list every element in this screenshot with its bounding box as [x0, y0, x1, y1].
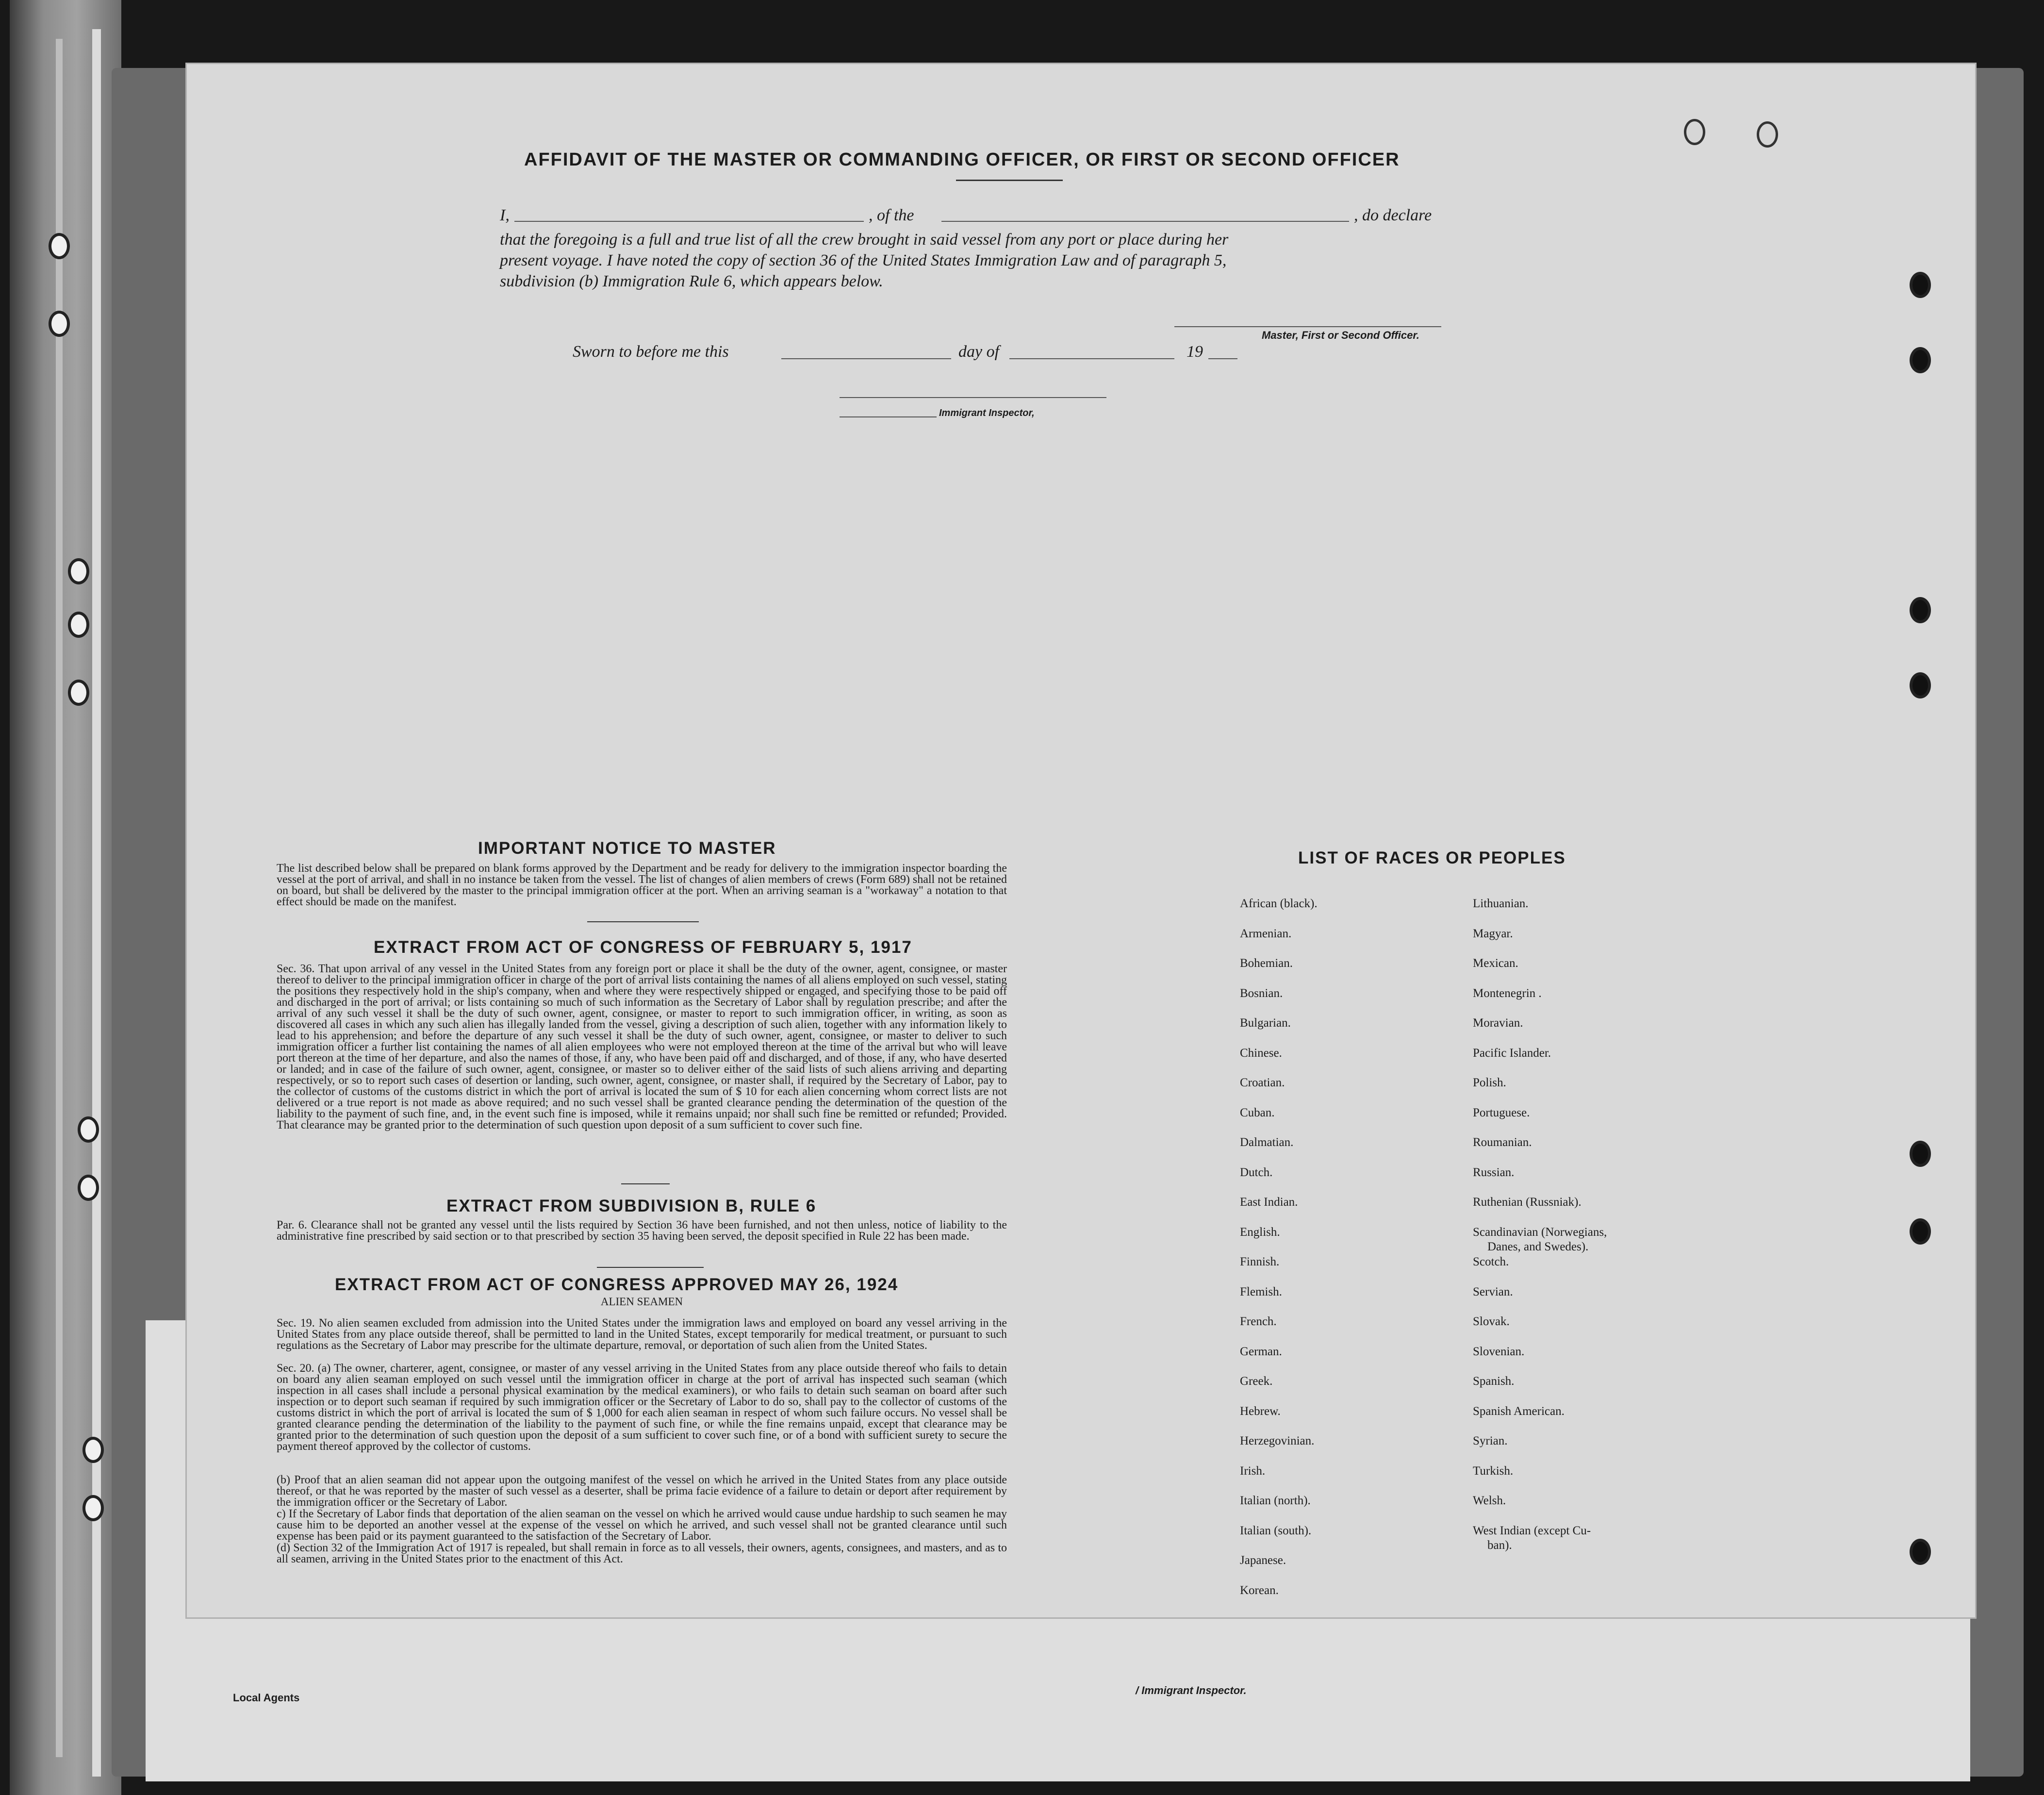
- race-item-left: Herzegovinian.: [1240, 1434, 1315, 1447]
- race-item-right: Syrian.: [1473, 1434, 1508, 1447]
- binding-edge: [56, 39, 63, 1757]
- punch-hole: [1910, 672, 1931, 698]
- race-item-right: Moravian.: [1473, 1016, 1523, 1030]
- extract-1924-sec19: Sec. 19. No alien seamen excluded from admission into the United States under the immigration laws and employed on board any vessel arriving in the United States from any place outside thereof, shall be permitted to land in the United States, except temporarily for medical treatment, or pursuant to such regulations as the Secretary of Labor may prescribe for the ultimate departure, removal, or deportation of such alien from the United States.: [277, 1317, 1007, 1352]
- race-item-left: English.: [1240, 1225, 1280, 1239]
- race-item-left: Japanese.: [1240, 1554, 1286, 1567]
- extract-rule6-rule: [597, 1267, 704, 1268]
- affidavit-i: I,: [500, 206, 510, 224]
- races-title: LIST OF RACES OR PEOPLES: [1298, 848, 1566, 867]
- race-item-left: Italian (north).: [1240, 1494, 1311, 1507]
- race-item-right: Pacific Islander.: [1473, 1046, 1551, 1060]
- race-item-left: Croatian.: [1240, 1076, 1285, 1089]
- binding-hole: [49, 311, 70, 337]
- sworn-text: Sworn to before me this: [573, 343, 729, 361]
- race-item-right: Slovak.: [1473, 1315, 1510, 1328]
- extract-1924-title: EXTRACT FROM ACT OF CONGRESS APPROVED MAY 26, 1924: [335, 1275, 899, 1294]
- binding-hole: [82, 1437, 104, 1463]
- race-item-left: African (black).: [1240, 897, 1318, 910]
- year-blank: [1208, 358, 1237, 359]
- extract-1924-sec20b: (b) Proof that an alien seaman did not appear upon the outgoing manifest of the vessel on which he arrived in the United States from any place outside thereof, or that he was reported by the master of such vessel as a deserter, shall be prima facie evidence of a failure to detain or deport after requirement by the immigration officer or the Secretary of Labor.: [277, 1474, 1007, 1509]
- race-item-right: Lithuanian.: [1473, 897, 1529, 910]
- race-item-left: Hebrew.: [1240, 1404, 1281, 1418]
- ledger-binding: [10, 0, 121, 1795]
- binding-hole: [82, 1495, 104, 1521]
- title-rule: [956, 180, 1063, 181]
- year-prefix: 19: [1187, 343, 1203, 361]
- punch-hole: [1910, 347, 1931, 373]
- race-item-right: Spanish.: [1473, 1375, 1515, 1388]
- race-item-right: Danes, and Swedes).: [1487, 1240, 1589, 1253]
- punch-hole: [1910, 597, 1931, 623]
- race-item-right: Magyar.: [1473, 927, 1513, 940]
- race-item-right: Roumanian.: [1473, 1136, 1532, 1149]
- race-item-right: Scotch.: [1473, 1255, 1509, 1268]
- affidavit-line-3: subdivision (b) Immigration Rule 6, which appears below.: [500, 272, 883, 290]
- affidavit-do-declare: , do declare: [1354, 206, 1432, 224]
- punch-hole: [1910, 1539, 1931, 1565]
- master-signature-line: [1174, 326, 1441, 327]
- local-agents-label: Local Agents: [233, 1692, 300, 1704]
- race-item-right: Portuguese.: [1473, 1106, 1530, 1119]
- race-item-right: ban).: [1487, 1538, 1512, 1552]
- extract-rule6-title: EXTRACT FROM SUBDIVISION B, RULE 6: [446, 1197, 817, 1215]
- race-item-left: Dutch.: [1240, 1165, 1273, 1179]
- extract-1917-title: EXTRACT FROM ACT OF CONGRESS OF FEBRUARY 5, 1917: [374, 938, 912, 957]
- affidavit-line-2: present voyage. I have noted the copy of section 36 of the United States Immigration Law and of paragraph 5,: [500, 251, 1227, 269]
- race-item-left: Armenian.: [1240, 927, 1292, 940]
- notice-title: IMPORTANT NOTICE TO MASTER: [478, 839, 776, 858]
- inspector-signature-line: [840, 397, 1106, 398]
- race-item-left: Italian (south).: [1240, 1524, 1312, 1537]
- notice-text: The list described below shall be prepared on blank forms approved by the Department and be ready for delivery to the immigration inspector boarding the vessel at the port of arrival, and shall in no instance be taken from the vessel. The list of changes of alien members of crews (Form 689) shall not be retained on board, but shall be delivered by the master to the principal immigration officer at the port. When an arriving seaman is a "workaway" a notation to that effect should be made on the manifest.: [277, 862, 1007, 908]
- punch-hole: [1910, 1141, 1931, 1167]
- race-item-right: Mexican.: [1473, 957, 1518, 970]
- race-item-left: Irish.: [1240, 1464, 1266, 1478]
- day-of-text: day of: [958, 343, 1000, 361]
- notice-rule: [587, 921, 699, 922]
- extract-rule6-text: Par. 6. Clearance shall not be granted any vessel until the lists required by Section 36 have been furnished, and not then unless, notice of liability to the administrative fine prescribed by said section or to that prescribed by section 35 having been served, the deposit specified in Rule 22 has been made.: [277, 1219, 1007, 1243]
- affidavit-of-the: , of the: [869, 206, 914, 224]
- sworn-month-blank: [1009, 358, 1174, 359]
- punch-hole: [1910, 272, 1931, 298]
- race-item-right: Russian.: [1473, 1165, 1515, 1179]
- sworn-day-blank: [781, 358, 951, 359]
- affidavit-line-1: that the foregoing is a full and true list of all the crew brought in said vessel from any port or place during her: [500, 231, 1229, 249]
- race-item-right: Ruthenian (Russniak).: [1473, 1196, 1582, 1209]
- binding-hole: [49, 233, 70, 259]
- race-item-left: German.: [1240, 1345, 1282, 1358]
- binding-hole: [78, 1116, 99, 1143]
- race-item-right: Spanish American.: [1473, 1404, 1565, 1418]
- race-item-right: Montenegrin .: [1473, 986, 1542, 1000]
- vessel-blank: [941, 221, 1349, 222]
- race-item-left: Bulgarian.: [1240, 1016, 1291, 1030]
- race-item-right: Scandinavian (Norwegians,: [1473, 1225, 1607, 1239]
- race-item-left: Finnish.: [1240, 1255, 1280, 1268]
- alien-seamen-subtitle: ALIEN SEAMEN: [600, 1296, 683, 1308]
- race-item-left: Korean.: [1240, 1583, 1279, 1597]
- binding-hole: [68, 612, 89, 638]
- inspector-signature-stub: [840, 416, 937, 417]
- race-item-right: Polish.: [1473, 1076, 1506, 1089]
- affidavit-title: AFFIDAVIT OF THE MASTER OR COMMANDING OFFICER, OR FIRST OR SECOND OFFICER: [524, 150, 1400, 170]
- race-item-left: East Indian.: [1240, 1196, 1298, 1209]
- punch-hole: [1684, 119, 1705, 145]
- race-item-right: West Indian (except Cu-: [1473, 1524, 1591, 1537]
- punch-hole: [1757, 121, 1778, 148]
- race-item-left: Chinese.: [1240, 1046, 1282, 1060]
- race-item-right: Turkish.: [1473, 1464, 1514, 1478]
- race-item-left: Dalmatian.: [1240, 1136, 1294, 1149]
- punch-hole: [1910, 1218, 1931, 1245]
- race-item-right: Slovenian.: [1473, 1345, 1525, 1358]
- race-item-left: Greek.: [1240, 1375, 1273, 1388]
- master-signature-label: Master, First or Second Officer.: [1262, 329, 1419, 341]
- race-item-right: Servian.: [1473, 1285, 1513, 1298]
- extract-1917-rule: [621, 1183, 670, 1184]
- binding-hole: [78, 1175, 99, 1201]
- race-item-left: Bohemian.: [1240, 957, 1293, 970]
- extract-1917-text: Sec. 36. That upon arrival of any vessel in the United States from any foreign port or place it shall be the duty of the owner, agent, consignee, or master thereof to deliver to the principal immigration officer in charge of the port of arrival lists containing the names of all aliens employed on such vessel, stating the positions they respectively hold in the ship's company, when and where they were respectively shipped or engaged, and specifying those to be paid off and discharged in the port of arrival; or lists containing so much of such information as the Secretary of Labor shall by regulation prescribe; and after the arrival of any such vessel it shall be the duty of such owner, agent, consignee, or master to report to such immigration officer, in writing, as soon as discovered all cases in which any such alien has illegally landed from the vessel, giving a description of such alien, together with any information likely to lead to his apprehension; and before the departure of any such vessel it shall be the duty of such owner, agent, consignee, or master to deliver to such immigration officer a further list containing the names of all alien employees who were not employed thereon at the time of the arrival but who will leave port thereon at the time of her departure, and also the names of those, if any, who have been paid off and discharged, and of those, if any, who have deserted or landed; and in case of the failure of such owner, agent, consignee, or master so to deliver either of the said lists of such aliens arriving and departing respectively, or so to report such cases of desertion or landing, such owner, agent, consignee, or master shall, if required by the Secretary of Labor, pay to the collector of customs of the customs district in which the port of arrival is located the sum of $ 10 for each alien concerning whom correct lists are not delivered or a true report is not made as above required; and no such vessel shall be granted clearance pending the determination of the question of the liability to the payment of such fine, and, in the event such fine is imposed, while it remains unpaid; nor shall such fine be remitted or refunded; Provided. That clearance may be granted prior to the determination of such question upon deposit of a sum sufficient to cover such fine.: [277, 963, 1007, 1131]
- inspector-signature-label: Immigrant Inspector,: [939, 408, 1035, 418]
- extract-1924-sec20d: (d) Section 32 of the Immigration Act of 1917 is repealed, but shall remain in force as to all vessels, their owners, agents, consignees, and masters, and as to all seamen, arriving in the United States prior to the enactment of this Act.: [277, 1542, 1007, 1565]
- race-item-left: Bosnian.: [1240, 986, 1283, 1000]
- race-item-left: Flemish.: [1240, 1285, 1282, 1298]
- extract-1924-sec20c: c) If the Secretary of Labor finds that deportation of the alien seaman on the vessel on which he arrived would cause undue hardship to such seamen he may cause him to be deported an another vessel at the expense of the vessel on which he arrived, and such vessel shall not be granted clearance until such expense has been paid or its payment guaranteed to the satisfaction of the Secretary of Labor.: [277, 1508, 1007, 1543]
- race-item-right: Welsh.: [1473, 1494, 1506, 1507]
- race-item-left: French.: [1240, 1315, 1277, 1328]
- binding-hole: [68, 680, 89, 706]
- race-item-left: Cuban.: [1240, 1106, 1275, 1119]
- name-blank: [514, 221, 864, 222]
- extract-1924-sec20a: Sec. 20. (a) The owner, charterer, agent, consignee, or master of any vessel arriving in the United States from any place outside thereof who fails to detain on board any alien seaman employed on such vessel until the immigration officer in charge at the port of arrival has inspected such seaman (which inspection in all cases shall include a personal physical examination by the medical examiners), or who fails to detain such seaman on board after such inspection or to deport such seaman if required by such immigration officer or the Secretary of Labor to do so, shall pay to the collector of customs of the customs district in which the port of arrival is located the sum of $ 1,000 for each alien seaman in respect of whom such failure occurs. No vessel shall be granted clearance pending the determination of the liability to the payment of such fine, or while the fine remains unpaid, except that clearance may be granted prior to the determination of such question upon the deposit of a sum sufficient to cover such fine, or of a bond with sufficient surety to secure the payment thereof approved by the collector of customs.: [277, 1362, 1007, 1453]
- binding-hole: [68, 558, 89, 584]
- footer-inspector-label: / Immigrant Inspector.: [1136, 1684, 1247, 1696]
